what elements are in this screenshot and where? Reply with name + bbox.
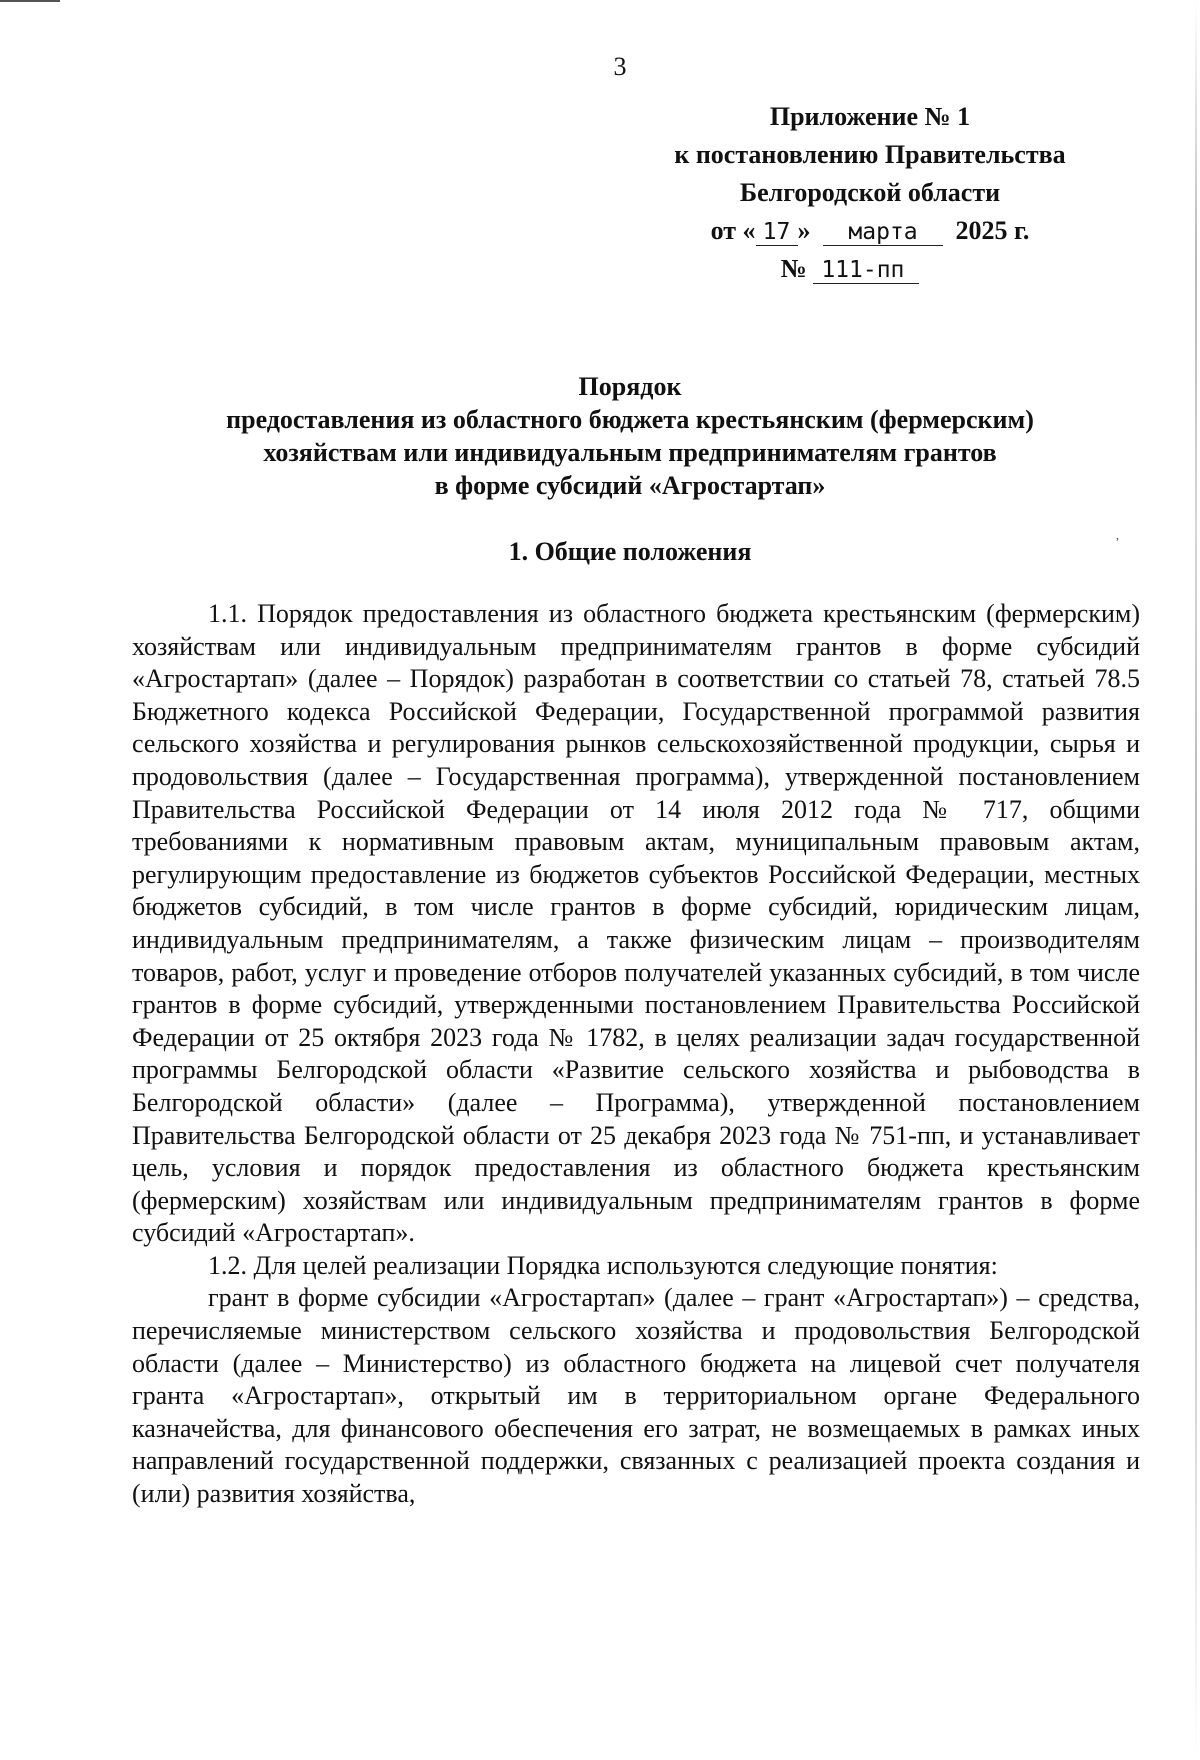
number-prefix: № (780, 254, 807, 283)
appendix-title: Приложение № 1 (769, 102, 971, 131)
section-heading: 1. Общие положения (508, 537, 752, 566)
date-month: марта (823, 219, 943, 246)
date-day: 17 (756, 219, 798, 246)
scan-edge-shadow (1195, 0, 1197, 1760)
paragraph-1-2: 1.2. Для целей реализации Порядка используются следующие понятия: (208, 1250, 998, 1280)
page-number: 3 (613, 52, 627, 81)
appendix-block (600, 98, 1140, 288)
date-year: 2025 г. (955, 216, 1030, 245)
scan-edge-mark (0, 0, 60, 2)
scan-speck: , (1116, 528, 1119, 542)
title-line-1: предоставления из областного бюджета крестьянским (фермерским) (226, 405, 1034, 434)
title-line-2: хозяйствам или индивидуальным предпринимателям грантов (263, 438, 997, 467)
date-close: » (797, 216, 811, 245)
appendix-region: Белгородской области (739, 178, 1001, 207)
title-main: Порядок (578, 372, 682, 401)
date-prefix: от « (710, 216, 756, 245)
title-line-3: в форме субсидий «Агростартап» (434, 471, 826, 500)
appendix-reference: к постановлению Правительства (674, 140, 1066, 169)
paragraph-definition: грант в форме субсидии «Агростартап» (далее – грант «Агростартап») – средства, перечисляемые министерством сельского хозяйства и продовольствия Белгородской области (далее – Министерство) из областного бюджета на лицевой счет получателя гранта «Агростартап», открытый им в территориальном органе Федерального казначейства, для финансового обеспечения его затрат, не возмещаемых в рамках иных направлений государственной поддержки, связанных с реализацией проекта создания и (или) развития хозяйства, (132, 1283, 1140, 1509)
body-text (132, 598, 1140, 1511)
appendix-number (560, 250, 1140, 288)
number-value: 111-пп (813, 257, 919, 284)
paragraph-1-1: 1.1. Порядок предоставления из областного бюджета крестьянским (фермерским) хозяйствам или индивидуальным предпринимателям грантов в форме субсидий «Агростартап» (далее – Порядок) разработан в соответствии со статьей 78, статьей 78.5 Бюджетного кодекса Российской Федерации, Государственной программой развития сельского хозяйства и регулирования рынков сельскохозяйственной продукции, сырья и продовольствия (далее – Государственная программа), утвержденной постановлением Правительства Российской Федерации от 14 июля 2012 года № 717, общими требованиями к нормативным правовым актам, муниципальным правовым актам, регулирующим предоставление из бюджетов субъектов Российской Федерации, местных бюджетов субсидий, в том числе грантов в форме субсидий, юридическим лицам, индивидуальным предпринимателям, а также физическим лицам – производителям товаров, работ, услуг и проведение отборов получателей указанных субсидий, в том числе грантов в форме субсидий, утвержденными постановлением Правительства Российской Федерации от 25 октября 2023 года № 1782, в целях реализации задач государственной программы Белгородской области «Развитие сельского хозяйства и рыбоводства в Белгородской области» (далее – Программа), утвержденной постановлением Правительства Белгородской области от 25 декабря 2023 года № 751-пп, и устанавливает цель, условия и порядок предоставления из областного бюджета крестьянским (фермерским) хозяйствам или индивидуальным предпринимателям грантов в форме субсидий «Агростартап». (132, 599, 1140, 1248)
document-title (140, 370, 1120, 502)
appendix-date (600, 212, 1140, 250)
